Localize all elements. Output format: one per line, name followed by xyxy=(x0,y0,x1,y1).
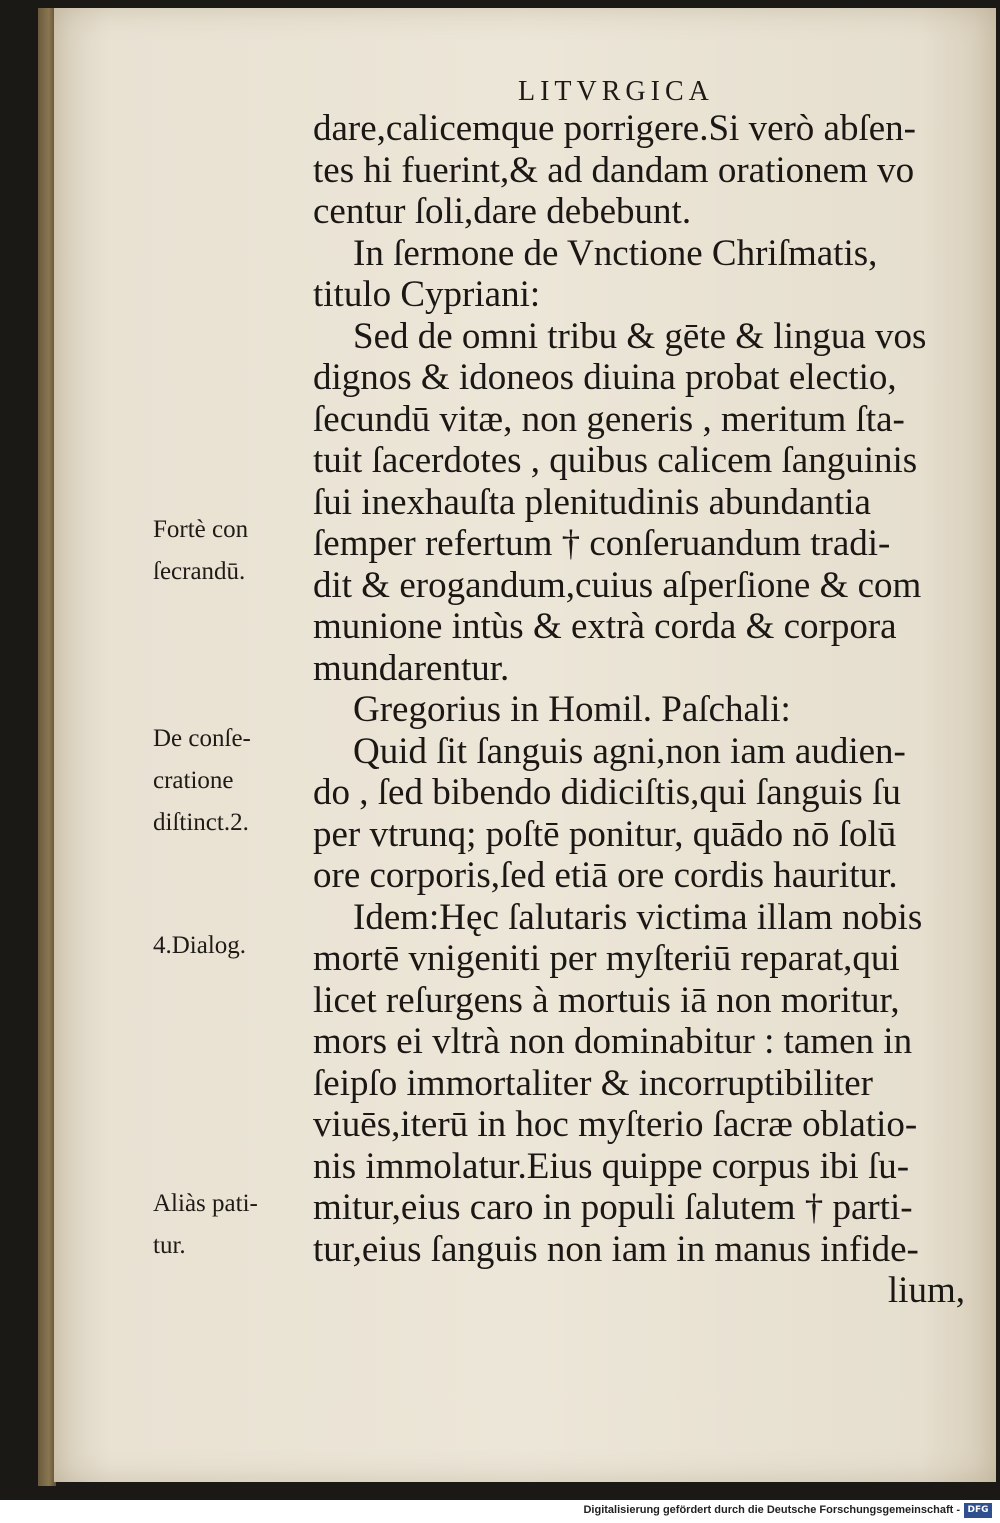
text-line: tur,eius ſanguis non iam in manus infide- xyxy=(313,1228,919,1270)
margin-note-line: 4.Dialog. xyxy=(153,932,247,959)
margin-note-line: De conſe- xyxy=(153,725,251,752)
text-line: per vtrunq; poſtē ponitur, quādo nō ſolū xyxy=(313,813,897,855)
text-line: ſui inexhauſta plenitudinis abundantia xyxy=(313,481,871,523)
dfg-logo: DFG xyxy=(964,1503,992,1518)
margin-note xyxy=(153,718,303,844)
text-line: dit & erogandum,cuius aſperſione & com xyxy=(313,564,922,606)
text-line: mitur,eius caro in populi ſalutem † parti- xyxy=(313,1187,913,1228)
text-line: ore corporis,ſed etiā ore cordis hauritur. xyxy=(313,855,898,896)
margin-note-line: diſtinct.2. xyxy=(153,809,249,836)
text-line: tuit ſacerdotes , quibus calicem ſanguinis xyxy=(313,440,918,481)
text-line: centur ſoli,dare debebunt. xyxy=(313,191,692,232)
catchword: lium, xyxy=(887,1270,965,1311)
margin-note xyxy=(153,1183,303,1267)
text-line: dare,calicemque porrigere.Si verò abſen- xyxy=(313,108,917,149)
margin-note xyxy=(153,509,303,593)
text-line: ſecundū vitæ, non generis , meritum ſta- xyxy=(313,398,905,440)
text-line: mortē vnigeniti per myſteriū reparat,qui xyxy=(313,938,900,979)
text-line: Sed de omni tribu & gēte & lingua vos xyxy=(353,315,927,357)
main-text xyxy=(313,108,965,1312)
text-line: titulo Cypriani: xyxy=(313,274,541,315)
text-line: licet reſurgens à mortuis iā non moritur, xyxy=(313,979,900,1021)
text-line: ſemper refertum † conſeruandum tradi- xyxy=(313,523,891,564)
text-line: mors ei vltrà non dominabitur : tamen in xyxy=(313,1021,913,1062)
text-line: Idem:Hęc ſalutaris victima illam nobis xyxy=(353,896,923,938)
text-line: nis immolatur.Eius quippe corpus ibi ſu- xyxy=(313,1145,910,1187)
text-line: mundarentur. xyxy=(313,647,510,689)
text-line: In ſermone de Vnctione Chriſmatis, xyxy=(353,232,878,274)
margin-note-line: ſecrandū. xyxy=(153,558,246,585)
text-line: Gregorius in Homil. Paſchali: xyxy=(353,689,791,730)
text-line: ſeipſo immortaliter & incorruptibiliter xyxy=(313,1062,874,1104)
text-line: dignos & idoneos diuina probat electio, xyxy=(313,357,897,398)
text-line: tes hi fuerint,& ad dandam orationem vo xyxy=(313,149,915,191)
margin-note-line: cratione xyxy=(153,767,234,794)
text-line: Quid ſit ſanguis agni,non iam audien- xyxy=(353,730,906,772)
funding-credit: Digitalisierung gefördert durch die Deutsche Forschungsgemeinschaft - xyxy=(583,1504,960,1516)
margin-note xyxy=(153,925,303,967)
margin-note-line: Fortè con xyxy=(153,516,249,543)
text-line: munione intùs & extrà corda & corpora xyxy=(313,606,897,647)
text-line: do , ſed bibendo didiciſtis,qui ſanguis ſu xyxy=(313,772,901,813)
text-line: viuēs,iterū in hoc myſterio ſacræ oblatio- xyxy=(313,1104,918,1145)
running-head: LITVRGICA xyxy=(518,76,714,107)
footer-bar xyxy=(0,1500,1000,1523)
margin-note-line: tur. xyxy=(153,1232,186,1259)
margin-note-line: Aliàs pati- xyxy=(153,1190,258,1217)
